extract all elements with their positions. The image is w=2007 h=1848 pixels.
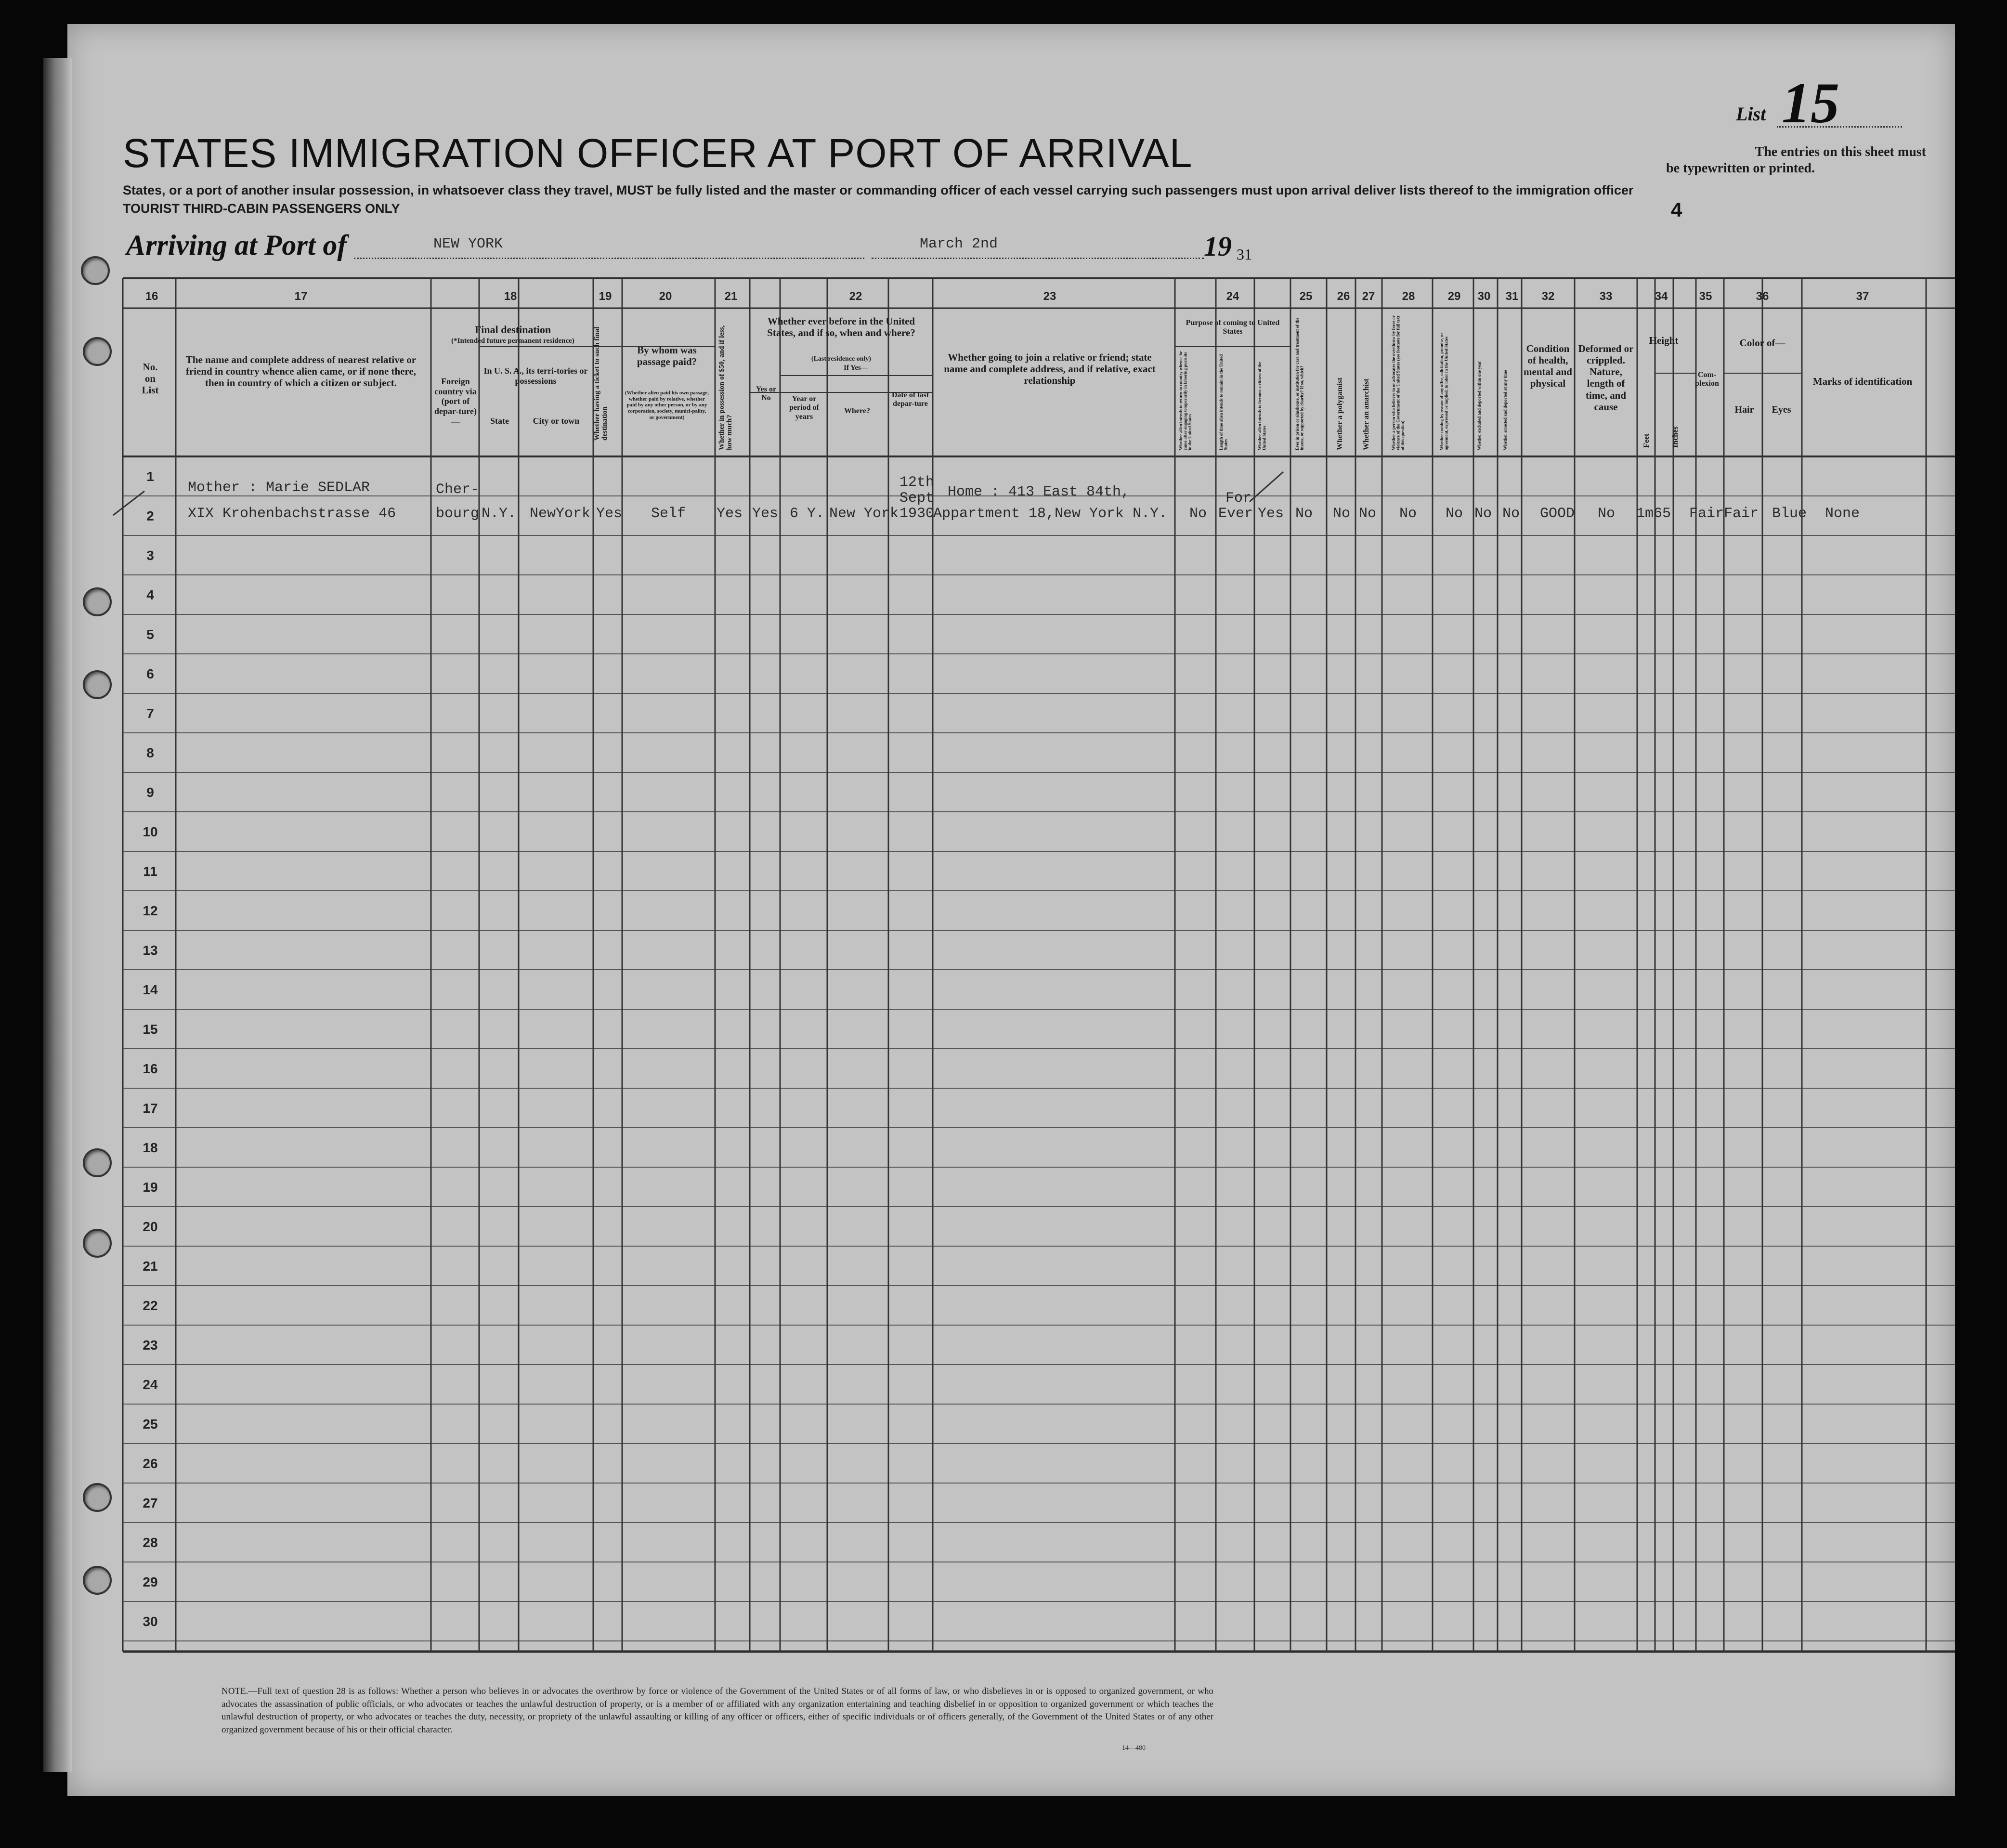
entry-passage-paid-by: Self <box>651 506 686 522</box>
list-note-line-2: be typewritten or printed. <box>1666 161 1815 176</box>
heading-excluded: Whether excluded and deported within one year <box>1477 361 1482 450</box>
entry-prison: No <box>1295 506 1313 522</box>
heading-departure-date: Date of last depar-ture <box>891 391 929 408</box>
heading-passage-paid-note: (Whether alien paid his own passage, whether paid by relative, whether paid by any other person, or by any corporation, society, munici-pality, or government) <box>625 390 709 420</box>
entry-joining-line1: Home : 413 East 84th, <box>948 484 1130 500</box>
row-number: 19 <box>143 1180 158 1195</box>
entry-city: NewYork <box>530 506 591 522</box>
row-number: 27 <box>143 1496 158 1510</box>
entry-ticket: Yes <box>596 506 623 522</box>
entry-departure-line1: 12th <box>899 474 935 491</box>
column-number: 36 <box>1756 290 1769 303</box>
entry-years: 6 Y. <box>790 506 825 522</box>
column-number: 16 <box>145 290 158 303</box>
row-number: 13 <box>143 943 158 958</box>
heading-been-before-note: (Last residence only) <box>811 355 872 363</box>
heading-purpose: Purpose of coming to United States <box>1186 319 1280 336</box>
column-number: 33 <box>1599 290 1613 303</box>
heading-final-destination: Final destination <box>474 324 551 336</box>
heading-height: Height <box>1649 335 1679 346</box>
entry-relative-line1: Mother : Marie SEDLAR <box>188 480 370 496</box>
entry-stay-length-line1: For <box>1225 490 1252 507</box>
row-number: 22 <box>143 1298 158 1313</box>
heading-yes-no: Yes or No <box>756 385 777 403</box>
row-number: 20 <box>143 1219 158 1234</box>
row-number: 15 <box>143 1022 158 1037</box>
column-number: 27 <box>1362 290 1375 303</box>
year-prefix: 19 <box>1204 231 1232 262</box>
list-note-line-1: The entries on this sheet must <box>1755 144 1926 159</box>
heading-hair: Hair <box>1734 404 1754 415</box>
year-suffix: 31 <box>1237 246 1252 263</box>
heading-list-no: No. on List <box>142 361 159 396</box>
heading-citizen-intent: Whether alien intends to become a citizen of the United States <box>1257 362 1267 450</box>
entry-relative-line2: XIX Krohenbachstrasse 46 <box>188 506 396 522</box>
entry-deported: No <box>1502 506 1520 522</box>
row-number: 12 <box>143 903 158 918</box>
row-number: 25 <box>143 1417 158 1432</box>
class-note: TOURIST THIRD-CABIN PASSENGERS ONLY <box>123 201 400 216</box>
entry-anarchist: No <box>1359 506 1377 522</box>
arriving-label: Arriving at Port of <box>126 229 347 261</box>
heading-polygamist: Whether a polygamist <box>1336 377 1344 450</box>
row-number: 6 <box>146 666 154 681</box>
entry-health: GOOD <box>1540 506 1575 522</box>
entry-foreign-port-line1: Cher- <box>436 482 480 498</box>
entry-money: Yes <box>717 506 743 522</box>
entry-stay-length-line2: Ever <box>1218 506 1253 522</box>
column-number: 21 <box>724 290 738 303</box>
heading-city: City or town <box>533 416 580 426</box>
entry-polygamist: No <box>1333 506 1351 522</box>
entry-where: New York <box>829 506 899 522</box>
heading-money: Whether in possession of $50, and if less, how much? <box>718 325 733 450</box>
entry-hair: Fair <box>1724 506 1759 522</box>
heading-anarchist: Whether an anarchist <box>1362 378 1370 450</box>
entry-labor-offer: No <box>1446 506 1463 522</box>
column-number: 32 <box>1541 290 1555 303</box>
column-number: 34 <box>1655 290 1668 303</box>
column-number: 37 <box>1856 290 1869 303</box>
heading-complexion: Com-plexion <box>1695 371 1719 388</box>
footnote-text: NOTE.—Full text of question 28 is as follows: Whether a person who believes in or advocates the overthrow by force or violence of the Government of the United States or of all forms of law, or who disbelieves in or is opposed to organized government, or who advocates the assassination of public officials, or who advocates or teaches the unlawful destruction of property, or is a member of or affiliated with any organization entertaining and teaching disbelief in or opposition to organized government or which teaches the unlawful destruction of property, or who advocates or teaches the duty, necessity, or propriety of the unlawful assaulting or killing of any officer or officers, either of specific individuals or of officers generally, of the Government of the United States or of any other organized government because of his or their official character. <box>222 1686 1213 1735</box>
heading-feet: Feet <box>1642 433 1651 448</box>
row-number: 21 <box>143 1259 158 1274</box>
column-number: 17 <box>294 290 308 303</box>
entry-citizen-intent: Yes <box>1258 506 1284 522</box>
heading-final-destination-note: (*Intended future permanent residence) <box>451 337 574 345</box>
column-number: 18 <box>504 290 517 303</box>
heading-year-period: Year or period of years <box>789 395 819 421</box>
row-number: 30 <box>143 1614 158 1629</box>
page-title: STATES IMMIGRATION OFFICER AT PORT OF ARRIVAL <box>123 130 1193 176</box>
column-number: 25 <box>1299 290 1313 303</box>
heading-return-intent: Whether alien intends to return to country whence he came after engaging temporarily in laboring pursuits in the United States <box>1178 351 1192 450</box>
heading-ticket: Whether having a ticket to such final destination <box>593 326 609 441</box>
heading-marks: Marks of identification <box>1812 376 1913 387</box>
row-number: 2 <box>146 508 154 523</box>
heading-usa: In U. S. A., its terri-tories or possessions <box>483 366 588 386</box>
entry-excluded: No <box>1474 506 1492 522</box>
column-number: 31 <box>1505 290 1519 303</box>
row-number: 4 <box>146 587 154 602</box>
heading-deformed: Deformed or crippled. Nature, length of time, and cause <box>1578 343 1634 413</box>
heading-relative: The name and complete address of nearest relative or friend in country whence alien came, or if none there, then in country of which a citizen or subject. <box>185 354 417 389</box>
row-number: 23 <box>143 1338 158 1353</box>
entry-been-before: Yes <box>752 506 779 522</box>
heading-color: Color of— <box>1739 337 1785 349</box>
entry-eyes: Blue <box>1772 506 1807 522</box>
corner-number: 4 <box>1671 198 1682 221</box>
row-number: 5 <box>146 627 154 642</box>
row-number: 8 <box>146 745 154 760</box>
entry-overthrow: No <box>1399 506 1417 522</box>
heading-stay-length: Length of time alien intends to remain in the United States <box>1219 354 1228 450</box>
heading-joining: Whether going to join a relative or friend; state name and complete address, and if relative, exact relationship <box>944 351 1156 387</box>
row-number: 1 <box>146 469 154 484</box>
row-number: 11 <box>143 864 157 879</box>
date-value: March 2nd <box>920 236 998 252</box>
entry-departure-line3: 1930 <box>899 506 935 522</box>
row-number: 18 <box>143 1140 158 1155</box>
entry-departure-line2: Sept <box>899 490 935 507</box>
heading-been-before: Whether ever before in the United States, and if so, when and where? <box>767 315 915 339</box>
heading-labor-offer: Whether coming by reason of any offer, solicitation, promise, or agreement, expressed or implied, to labor in the United States <box>1439 333 1449 450</box>
list-number: 15 <box>1782 71 1839 135</box>
heading-state: State <box>490 416 509 426</box>
row-number: 16 <box>143 1061 158 1076</box>
row-number: 29 <box>143 1575 158 1589</box>
heading-inches: Inches <box>1671 426 1680 448</box>
column-number: 24 <box>1226 290 1239 303</box>
list-label: List <box>1736 103 1766 125</box>
entry-deformed: No <box>1598 506 1616 522</box>
row-number: 7 <box>146 706 154 721</box>
row-number: 28 <box>143 1535 158 1550</box>
column-number: 30 <box>1477 290 1491 303</box>
column-number: 29 <box>1447 290 1461 303</box>
heading-if-yes: If Yes— <box>844 364 868 372</box>
port-value: NEW YORK <box>433 236 503 252</box>
column-number: 22 <box>849 290 862 303</box>
entry-return-intent: No <box>1189 506 1207 522</box>
column-number: 35 <box>1699 290 1712 303</box>
entry-joining-line2: Appartment 18,New York N.Y. <box>933 506 1168 522</box>
entry-complexion: Fair <box>1689 506 1724 522</box>
entry-marks: None <box>1825 506 1860 522</box>
entry-height: 1m65 <box>1636 506 1671 522</box>
heading-eyes: Eyes <box>1772 404 1791 415</box>
column-number: 23 <box>1043 290 1056 303</box>
heading-where: Where? <box>844 407 870 415</box>
row-number: 9 <box>146 785 154 800</box>
row-number: 26 <box>143 1456 158 1471</box>
heading-overthrow: Whether a person who believes in or advocates the overthrow by force or violence of the Government of the United States (see footnote for full text of this question) <box>1391 315 1405 450</box>
heading-prison: Ever in prison or almshouse, or institution for care and treatment of the insane, or supported by charity? If so, which? <box>1295 317 1304 450</box>
row-number: 14 <box>143 982 158 997</box>
column-number: 19 <box>599 290 612 303</box>
entry-state: N.Y. <box>482 506 517 522</box>
column-number: 20 <box>659 290 672 303</box>
row-number: 10 <box>143 824 158 839</box>
entry-foreign-port-line2: bourg <box>436 506 480 522</box>
page-subtitle: States, or a port of another insular possession, in whatsoever class they travel, MUST be fully listed and the master or commanding officer of each vessel carrying such passengers must upon arrival deliver lists thereof to the immigration officer <box>123 183 1634 197</box>
heading-health: Condition of health, mental and physical <box>1524 343 1572 390</box>
row-number: 3 <box>146 548 154 563</box>
row-number: 24 <box>143 1377 158 1392</box>
row-number: 17 <box>143 1101 158 1116</box>
heading-foreign-port: Foreign country via (port of depar-ture)— <box>434 377 477 426</box>
column-number: 28 <box>1402 290 1415 303</box>
column-number: 26 <box>1337 290 1350 303</box>
heading-deported: Whether arrested and deported at any time <box>1503 370 1508 450</box>
heading-passage-paid: By whom was passage paid? <box>637 344 697 368</box>
form-code: 14—480 <box>1122 1744 1146 1752</box>
